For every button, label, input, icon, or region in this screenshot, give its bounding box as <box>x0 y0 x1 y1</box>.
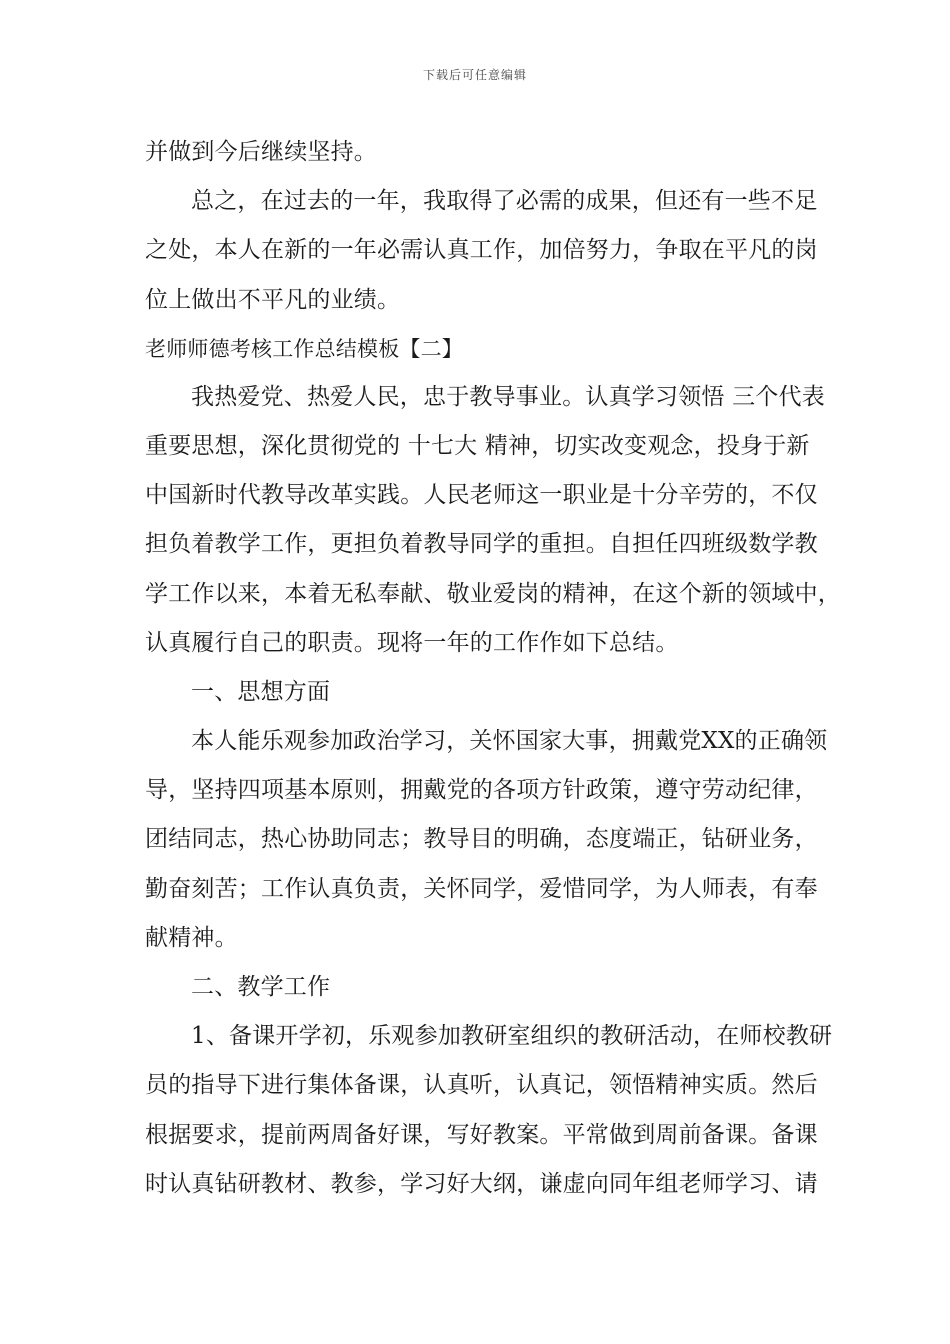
paragraph-line: 总之，在过去的一年，我取得了必需的成果，但还有一些不足 <box>191 188 818 215</box>
paragraph-line: 员的指导下进行集体备课，认真听，认真记，领悟精神实质。然后 <box>145 1072 818 1099</box>
paragraph-line: 献精神。 <box>145 924 238 951</box>
paragraph-line: 并做到今后继续坚持。 <box>145 139 377 165</box>
paragraph-line: 学工作以来，本着无私奉献、敬业爱岗的精神，在这个新的领域中， <box>145 580 841 607</box>
paragraph-line: 本人能乐观参加政治学习，关怀国家大事，拥戴党XX的正确领 <box>191 728 828 755</box>
paragraph-line: 位上做出不平凡的业绩。 <box>145 286 401 313</box>
paragraph-line: 中国新时代教导改革实践。人民老师这一职业是十分辛劳的，不仅 <box>145 482 818 509</box>
paragraph-line: 担负着教学工作，更担负着教导同学的重担。自担任四班级数学教 <box>145 531 818 558</box>
paragraph-line: 根据要求，提前两周备好课，写好教案。平常做到周前备课。备课 <box>145 1121 818 1148</box>
paragraph-line: 我热爱党、热爱人民，忠于教导事业。认真学习领悟 三个代表 <box>191 383 825 410</box>
paragraph-line: 团结同志，热心协助同志；教导目的明确，态度端正，钻研业务， <box>145 826 818 853</box>
subsection-heading: 二、教学工作 <box>191 974 331 1000</box>
paragraph-line: 导，坚持四项基本原则，拥戴党的各项方针政策，遵守劳动纪律， <box>145 777 818 804</box>
paragraph-line: 1、备课开学初，乐观参加教研室组织的教研活动，在师校教研 <box>191 1023 833 1050</box>
paragraph-line: 时认真钻研教材、教参，学习好大纲，谦虚向同年组老师学习、请 <box>145 1170 818 1197</box>
section-title: 老师师德考核工作总结模板【二】 <box>145 336 463 361</box>
paragraph-line: 勤奋刻苦；工作认真负责，关怀同学，爱惜同学，为人师表，有奉 <box>145 875 818 902</box>
paragraph-line: 之处，本人在新的一年必需认真工作，加倍努力，争取在平凡的岗 <box>145 237 818 264</box>
page-header: 下载后可任意编辑 <box>422 68 527 82</box>
paragraph-line: 认真履行自己的职责。现将一年的工作作如下总结。 <box>145 629 679 656</box>
paragraph-line: 重要思想，深化贯彻党的 十七大 精神，切实改变观念，投身于新 <box>145 432 810 459</box>
subsection-heading: 一、思想方面 <box>191 678 331 705</box>
document-body <box>145 128 841 1209</box>
